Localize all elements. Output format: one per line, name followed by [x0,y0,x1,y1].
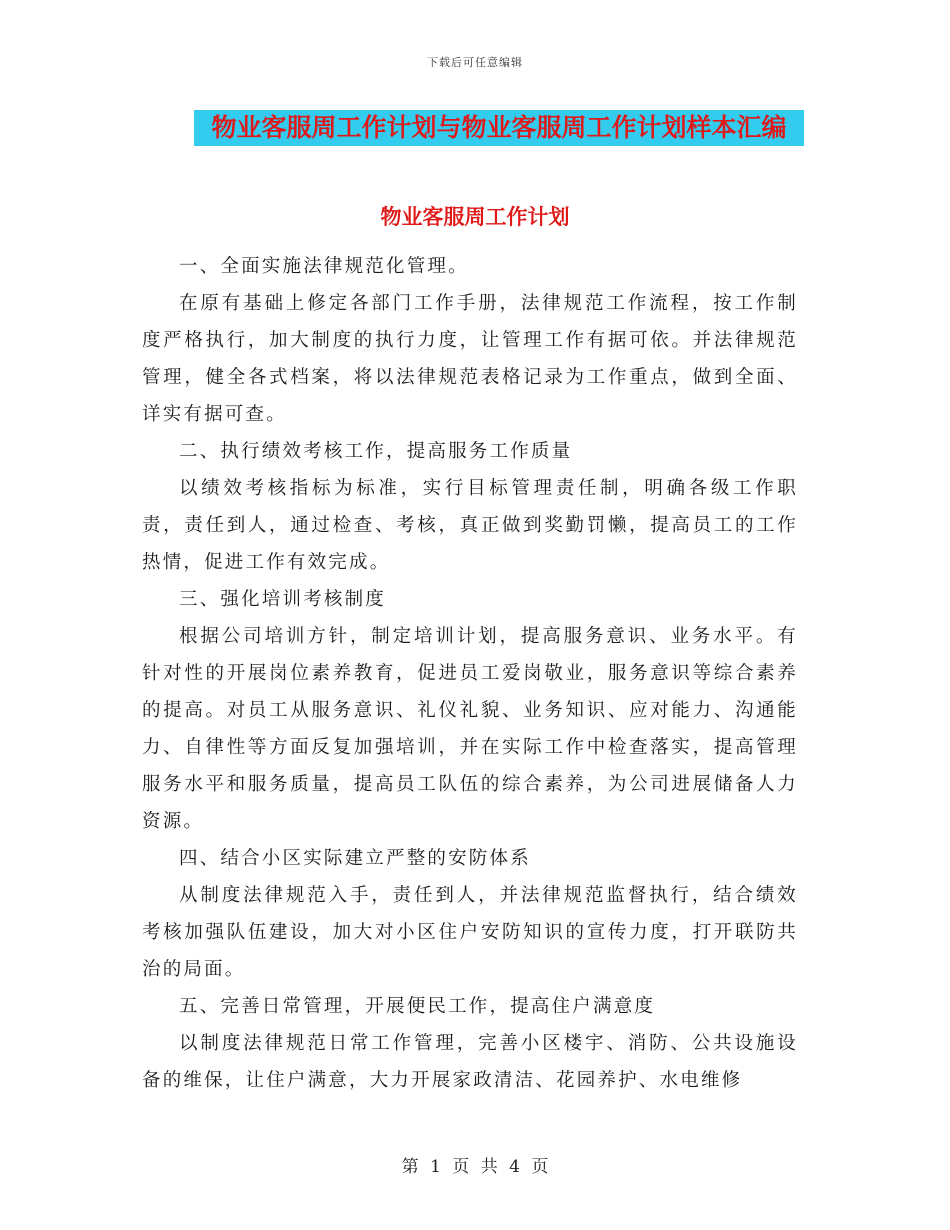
page-footer: 第 1 页 共 4 页 [401,1157,549,1177]
paragraph: 五、完善日常管理，开展便民工作，提高住户满意度 [179,996,656,1017]
document-title: 物业客服周工作计划与物业客服周工作计划样本汇编 [211,113,787,142]
paragraph: 四、结合小区实际建立严整的安防体系 [179,848,531,869]
document-body [142,248,798,1099]
section-title: 物业客服周工作计划 [380,205,570,229]
page-header-note: 下载后可任意编辑 [427,56,523,69]
paragraph: 根据公司培训方针，制定培训计划，提高服务意识、业务水平。有针对性的开展岗位素养教育，促进员工爱岗敬业，服务意识等综合素养的提高。对员工从服务意识、礼仪礼貌、业务知识、应对能力、沟通能力、自律性等方面反复加强培训，并在实际工作中检查落实，提高管理服务水平和服务质量，提高员工队伍的综合素养，为公司进展储备人力资源。 [142,626,798,832]
paragraph: 从制度法律规范入手，责任到人，并法律规范监督执行，结合绩效考核加强队伍建设，加大对小区住户安防知识的宣传力度，打开联防共治的局面。 [142,885,798,980]
paragraph: 三、强化培训考核制度 [179,589,387,610]
paragraph: 在原有基础上修定各部门工作手册，法律规范工作流程，按工作制度严格执行，加大制度的执行力度，让管理工作有据可依。并法律规范管理，健全各式档案，将以法律规范表格记录为工作重点，做到全面、详实有据可查。 [142,293,798,425]
paragraph: 以制度法律规范日常工作管理，完善小区楼宇、消防、公共设施设备的维保，让住户满意，大力开展家政清洁、花园养护、水电维修 [142,1033,798,1091]
paragraph: 二、执行绩效考核工作，提高服务工作质量 [179,441,573,462]
paragraph: 以绩效考核指标为标准，实行目标管理责任制，明确各级工作职责，责任到人，通过检查、考核，真正做到奖勤罚懒，提高员工的工作热情，促进工作有效完成。 [142,478,798,573]
paragraph: 一、全面实施法律规范化管理。 [179,256,469,277]
